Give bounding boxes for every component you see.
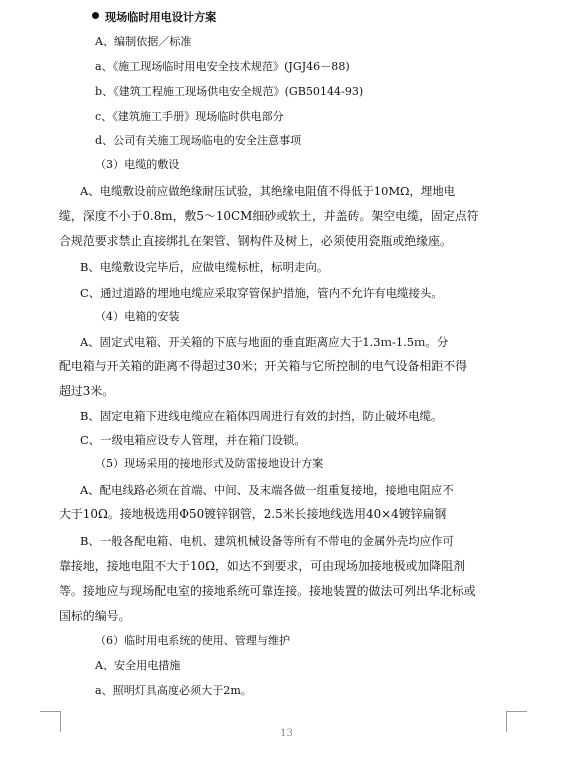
text-line: 靠接地，接地电阻不大于10Ω，如达不到要求，可由现场加接地极或加降阻剂: [59, 559, 466, 573]
text-line: B、电缆敷设完毕后，应做电缆标桩，标明走向。: [80, 260, 329, 274]
text-line: 等。接地应与现场配电室的接地系统可靠连接。接地装置的做法可列出华北标或: [59, 584, 476, 598]
text-line: A、固定式电箱、开关箱的下底与地面的垂直距离应大于1.3ｍ-1.5ｍ。分: [80, 335, 449, 349]
page-number: 13: [280, 728, 293, 739]
text-line: 合规范要求禁止直接绑扎在架管、钢构件及树上，必须使用瓷瓶或绝缘座。: [59, 234, 452, 248]
section-heading: 现场临时用电设计方案: [0, 9, 573, 27]
text-line: C、通过道路的埋地电缆应采取穿管保护措施，管内不允许有电缆接头。: [80, 286, 443, 300]
text-line: 国标的编号。: [59, 609, 131, 623]
bullet-icon: [92, 12, 99, 19]
text-line: 超过3米。: [59, 384, 115, 398]
text-line: （4）电箱的安装: [95, 310, 180, 323]
text-line: 配电箱与开关箱的距离不得超过30米；开关箱与它所控制的电气设备相距不得: [59, 359, 468, 373]
text-line: b、《建筑工程施工现场供电安全规范》(GB50144-93): [95, 85, 364, 98]
text-line: A、编制依据／标准: [95, 35, 192, 48]
text-line: a、《施工现场临时用电安全技术规范》(JGJ46－88): [95, 60, 350, 73]
text-line: a、照明灯具高度必须大于2m。: [95, 684, 252, 697]
text-line: B、一般各配电箱、电机、建筑机械设备等所有不带电的金属外壳均应作可: [80, 534, 454, 548]
text-line: （5）现场采用的接地形式及防雷接地设计方案: [95, 457, 324, 470]
text-line: 大于10Ω。接地极选用Φ50镀锌钢管，2.5米长接地线选用40×4镀锌扁钢: [59, 507, 447, 521]
text-line: C、一级电箱应设专人管理，并在箱门设锁。: [80, 433, 306, 447]
text-line: B、固定电箱下进线电缆应在箱体四周进行有效的封挡，防止破坏电缆。: [80, 409, 443, 423]
text-line: （3）电缆的敷设: [95, 158, 180, 171]
text-line: A、安全用电措施: [95, 659, 181, 672]
text-line: c、《建筑施工手册》现场临时供电部分: [95, 110, 284, 123]
text-line: A、配电线路必须在首端、中间、及末端各做一组重复接地，接地电阻应不: [80, 483, 454, 497]
text-line: 缆，深度不小于0.8m，敷5～10CM细砂或软土，并盖砖。架空电缆，固定点符: [59, 209, 479, 223]
text-line: A、电缆敷设前应做绝缘耐压试验，其绝缘电阻值不得低于10MΩ，埋地电: [80, 184, 456, 198]
text-line: d、公司有关施工现场临电的安全注意事项: [95, 134, 302, 147]
text-line: （6）临时用电系统的使用、管理与维护: [95, 634, 291, 647]
